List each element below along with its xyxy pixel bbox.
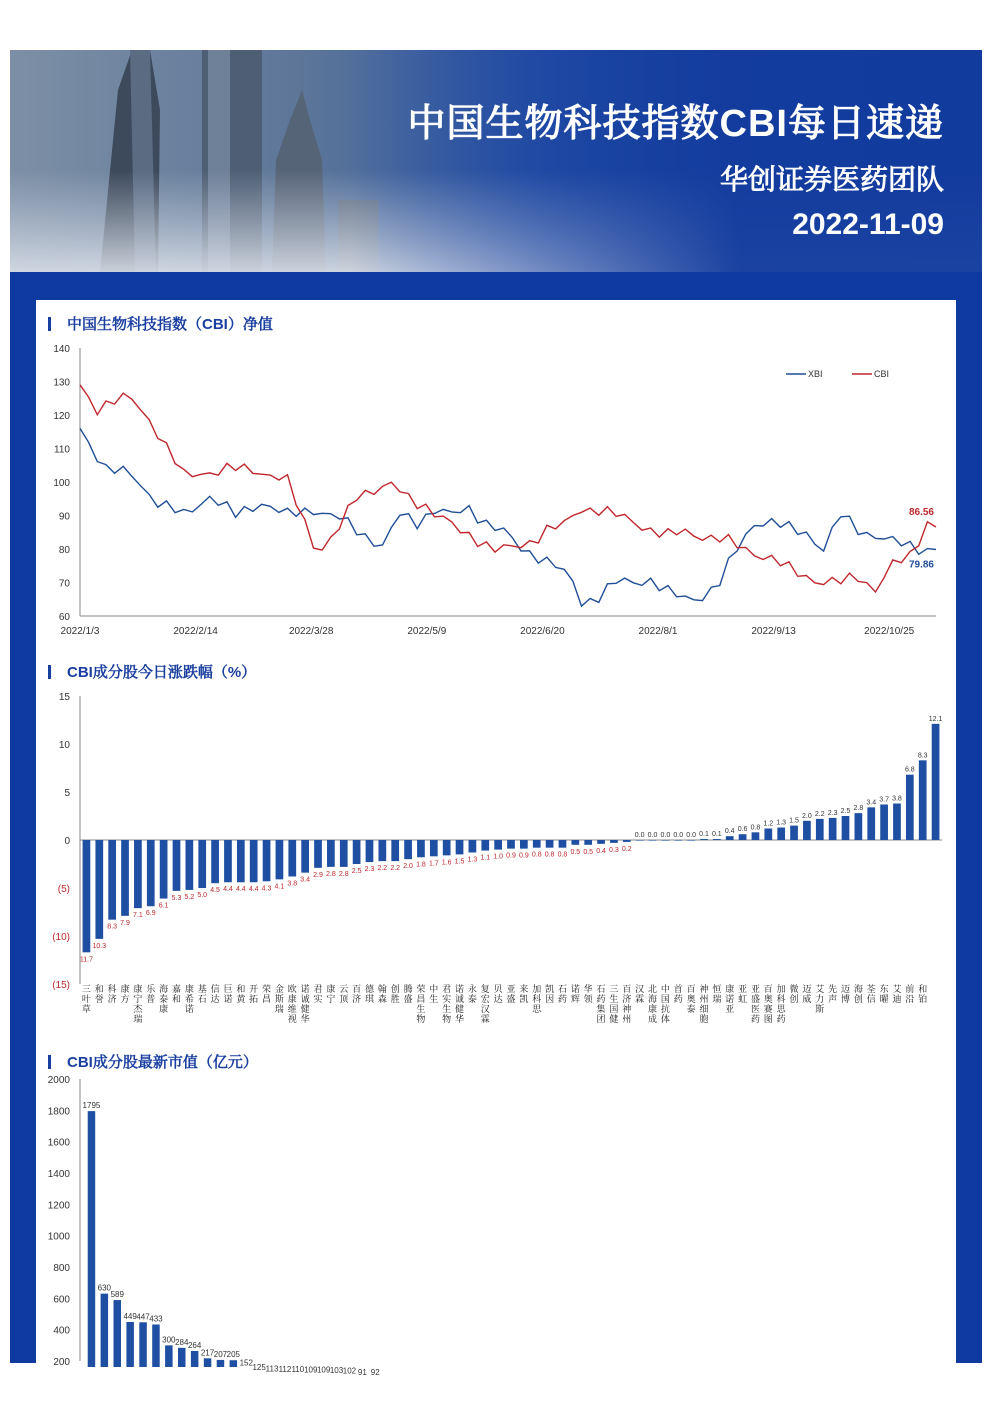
bar-19 xyxy=(327,840,335,867)
data-label: 0.0 xyxy=(660,832,671,839)
x-tick-label: 2022/2/14 xyxy=(173,626,218,637)
category-label: 首药 xyxy=(673,984,683,1004)
category-label: 康希诺 xyxy=(184,984,194,1014)
data-label: 92 xyxy=(370,1367,380,1377)
bar-33 xyxy=(507,840,515,849)
bar-28 xyxy=(443,840,451,855)
data-label: 1.7 xyxy=(428,860,439,868)
y-tick-label: 0 xyxy=(64,836,70,847)
bar-17 xyxy=(301,840,309,873)
data-label: 4.4 xyxy=(223,886,233,894)
category-label: 三生国健 xyxy=(609,984,619,1024)
x-tick-label: 2022/10/25 xyxy=(864,626,915,637)
data-label: 2.2 xyxy=(390,865,401,873)
category-label: 三叶草 xyxy=(81,984,91,1014)
series-line-cbi xyxy=(80,385,936,592)
data-label: 0.3 xyxy=(609,846,619,854)
category-label: 百济神州 xyxy=(622,984,632,1024)
category-label: 诺诚健华 xyxy=(300,984,310,1024)
data-label: 2.0 xyxy=(403,863,413,871)
bar-30 xyxy=(469,840,477,852)
bar-6 xyxy=(165,1345,173,1367)
category-label: 荃信 xyxy=(866,984,876,1004)
bar-15 xyxy=(276,840,284,879)
data-label: 0.0 xyxy=(673,832,684,839)
y-tick-label: 90 xyxy=(58,511,70,523)
bar-12 xyxy=(237,840,245,882)
x-tick-label: 2022/1/3 xyxy=(60,626,100,637)
data-label: 6.9 xyxy=(145,910,156,918)
data-label: 449 xyxy=(123,1311,137,1321)
bar-7 xyxy=(173,840,181,891)
y-tick-label: (15) xyxy=(52,980,70,991)
data-label: 207 xyxy=(213,1349,228,1359)
y-tick-label: (5) xyxy=(57,884,70,895)
category-label: 乐普 xyxy=(146,984,156,1004)
bar-58 xyxy=(829,818,837,840)
bar-38 xyxy=(571,840,579,845)
series-line-xbi xyxy=(80,428,936,606)
y-tick-label: 600 xyxy=(53,1294,70,1306)
data-label: 1.2 xyxy=(763,820,774,828)
data-label: 1.0 xyxy=(493,853,504,861)
bar-59 xyxy=(842,816,850,840)
bar-57 xyxy=(816,819,824,840)
category-label: 艾力斯 xyxy=(815,984,825,1014)
bar-7 xyxy=(178,1348,186,1367)
data-label: 300 xyxy=(162,1335,176,1345)
data-label: 0.1 xyxy=(711,831,722,839)
data-label: 205 xyxy=(226,1350,241,1360)
category-label: 荣昌生物 xyxy=(416,984,426,1024)
category-label: 海泰康 xyxy=(159,984,169,1014)
bar-9 xyxy=(198,840,206,888)
market-cap-bar-chart xyxy=(36,1067,956,1378)
bar-11 xyxy=(224,840,232,882)
category-label: 亚虹 xyxy=(738,984,748,1004)
data-label: 0.8 xyxy=(750,824,761,832)
data-label: 0.8 xyxy=(531,851,542,859)
category-label: 艾迪 xyxy=(892,984,902,1004)
bar-61 xyxy=(867,807,875,840)
bar-51 xyxy=(739,834,747,840)
category-label: 海创 xyxy=(853,984,863,1004)
bar-63 xyxy=(893,804,901,840)
legend-label-xbi: XBI xyxy=(808,369,823,379)
bar-47 xyxy=(687,840,695,841)
x-tick-label: 2022/8/1 xyxy=(638,626,678,637)
data-label: 12.1 xyxy=(928,715,943,723)
bar-42 xyxy=(623,840,631,842)
bar-43 xyxy=(636,840,644,841)
y-tick-label: 1000 xyxy=(47,1231,70,1243)
data-label: 1.5 xyxy=(789,817,799,825)
category-label: 德琪 xyxy=(364,984,374,1004)
bar-5 xyxy=(152,1324,160,1367)
bar-62 xyxy=(880,804,888,840)
category-label: 和黄 xyxy=(236,984,246,1004)
bar-2 xyxy=(114,1300,122,1367)
data-label: 2.3 xyxy=(364,866,375,874)
bar-29 xyxy=(456,840,464,854)
category-label: 科济 xyxy=(107,984,117,1004)
y-tick-label: 70 xyxy=(58,578,70,590)
category-label: 诺辉 xyxy=(570,984,580,1004)
bar-52 xyxy=(752,832,760,840)
data-label: 152 xyxy=(239,1358,253,1368)
data-label: 0.1 xyxy=(699,831,709,839)
category-label: 欧康维视 xyxy=(287,984,297,1024)
bar-8 xyxy=(191,1351,199,1367)
bar-2 xyxy=(108,840,116,920)
bar-8 xyxy=(185,840,193,890)
data-label: 0.4 xyxy=(724,828,735,836)
bar-24 xyxy=(391,840,399,861)
report-title: 中国生物科技指数CBI每日速递 xyxy=(407,103,944,145)
category-label: 君实 xyxy=(313,984,323,1004)
y-tick-label: 100 xyxy=(53,478,70,489)
category-label: 云顶 xyxy=(339,984,349,1004)
bar-44 xyxy=(649,840,657,841)
data-label: 3.8 xyxy=(287,880,298,888)
data-label: 91 xyxy=(357,1368,367,1378)
bar-34 xyxy=(520,840,528,849)
header-banner xyxy=(10,50,982,272)
data-label: 2.2 xyxy=(814,810,825,818)
data-label: 0.5 xyxy=(583,848,594,856)
data-label: 3.8 xyxy=(892,795,902,803)
category-label: 康宁 xyxy=(326,984,336,1004)
bar-4 xyxy=(134,840,142,908)
data-label: 1.6 xyxy=(441,859,452,867)
bar-6 xyxy=(160,840,168,899)
data-label: 6.8 xyxy=(904,766,915,774)
bar-60 xyxy=(855,813,863,840)
data-label: 6.1 xyxy=(158,902,169,910)
bar-45 xyxy=(662,840,670,841)
category-label: 信达 xyxy=(210,984,220,1004)
bar-4 xyxy=(139,1322,147,1367)
category-label: 加科思 xyxy=(532,984,542,1014)
y-tick-label: 120 xyxy=(53,411,70,422)
data-label: 2.2 xyxy=(377,865,388,873)
data-label: 2.3 xyxy=(827,809,838,817)
y-tick-label: 110 xyxy=(54,444,70,456)
bar-22 xyxy=(366,840,374,862)
bar-54 xyxy=(777,828,785,840)
data-label: 0.0 xyxy=(647,832,658,839)
data-label: 4.1 xyxy=(274,883,285,891)
bar-18 xyxy=(314,840,322,868)
bar-66 xyxy=(932,724,940,840)
bar-23 xyxy=(378,840,386,861)
bar-39 xyxy=(584,840,592,845)
category-label: 百奥泰 xyxy=(686,984,696,1014)
y-tick-label: 60 xyxy=(58,612,70,623)
bar-0 xyxy=(83,840,91,952)
category-label: 恒瑞 xyxy=(712,984,722,1004)
category-label: 来凯 xyxy=(519,984,529,1004)
data-label: 2.5 xyxy=(840,808,851,815)
data-label: 1.5 xyxy=(454,858,465,866)
bar-21 xyxy=(353,840,361,864)
category-label: 荣昌 xyxy=(262,984,272,1004)
bar-56 xyxy=(803,821,811,840)
team-name: 华创证券医药团队 xyxy=(719,164,944,195)
category-label: 亚盛 xyxy=(506,984,516,1004)
data-label: 0.5 xyxy=(570,848,581,856)
data-label: 2.8 xyxy=(326,870,336,878)
data-label: 0.2 xyxy=(621,845,632,853)
bar-9 xyxy=(204,1358,212,1367)
y-tick-label: 2000 xyxy=(47,1075,70,1086)
bar-49 xyxy=(713,839,721,840)
category-label: 复宏汉霖 xyxy=(480,984,490,1024)
data-label: 0.0 xyxy=(686,832,696,839)
bar-13 xyxy=(250,840,258,882)
bar-1 xyxy=(95,840,103,939)
data-label: 5.2 xyxy=(184,893,195,901)
category-label: 前沿 xyxy=(905,984,915,1004)
section-title-cbi-nav: 中国生物科技指数（CBI）净值 xyxy=(48,313,273,334)
bar-55 xyxy=(790,826,798,840)
y-tick-label: 140 xyxy=(53,344,70,355)
end-value-label-cbi: 86.56 xyxy=(908,507,934,519)
category-label: 百济 xyxy=(352,984,362,1004)
bar-11 xyxy=(230,1360,238,1367)
category-label: 巨诺 xyxy=(223,984,233,1004)
data-label: 0.6 xyxy=(737,826,748,834)
y-tick-label: 400 xyxy=(53,1325,70,1337)
bar-35 xyxy=(533,840,541,848)
data-label: 0.9 xyxy=(518,852,529,860)
daily-change-bar-chart xyxy=(36,682,956,1037)
data-label: 125 xyxy=(252,1362,266,1372)
data-label: 4.4 xyxy=(248,886,259,894)
category-label: 康诺亚 xyxy=(725,984,735,1014)
category-label: 翰森 xyxy=(377,984,387,1004)
x-tick-label: 2022/5/9 xyxy=(407,626,447,637)
y-tick-label: 10 xyxy=(58,740,70,751)
bar-36 xyxy=(546,840,554,848)
data-label: 1795 xyxy=(82,1101,101,1111)
bar-64 xyxy=(906,775,914,840)
data-label: 0.4 xyxy=(596,847,606,855)
category-label: 迈博 xyxy=(840,984,851,1004)
end-value-label-xbi: 79.86 xyxy=(908,559,934,571)
category-label: 和誉 xyxy=(94,984,104,1004)
category-label: 石药集团 xyxy=(596,984,606,1024)
data-label: 10.3 xyxy=(92,942,107,950)
bar-40 xyxy=(597,840,605,844)
x-tick-label: 2022/9/13 xyxy=(751,626,796,637)
data-label: 1.3 xyxy=(467,856,478,864)
y-tick-label: 130 xyxy=(53,377,70,389)
y-tick-label: 80 xyxy=(58,545,70,556)
y-tick-label: 1600 xyxy=(47,1137,70,1149)
category-label: 凯因 xyxy=(545,984,555,1004)
data-label: 5.0 xyxy=(197,892,208,899)
report-page xyxy=(10,50,982,1378)
category-label: 金斯瑞 xyxy=(274,984,284,1014)
bar-31 xyxy=(481,840,489,851)
data-label: 113 xyxy=(265,1364,279,1374)
y-tick-label: 800 xyxy=(53,1263,70,1274)
bar-25 xyxy=(404,840,412,859)
cbi-nav-line-chart xyxy=(36,336,956,671)
data-label: 264 xyxy=(187,1340,202,1350)
data-label: 589 xyxy=(110,1290,124,1300)
data-label: 3.4 xyxy=(866,799,877,807)
data-label: 3.4 xyxy=(300,876,311,884)
bar-32 xyxy=(494,840,502,850)
bar-0 xyxy=(88,1111,96,1367)
data-label: 0.9 xyxy=(506,852,516,860)
bar-37 xyxy=(559,840,567,848)
section-title-market-cap: CBI成分股最新市值（亿元） xyxy=(48,1051,258,1072)
bar-10 xyxy=(217,1360,225,1367)
x-tick-label: 2022/3/28 xyxy=(288,626,334,637)
section-title-daily-change: CBI成分股今日涨跌幅（%） xyxy=(48,661,256,682)
category-label: 开拓 xyxy=(249,984,259,1004)
bar-26 xyxy=(417,840,425,857)
bar-20 xyxy=(340,840,348,867)
legend-label-cbi: CBI xyxy=(874,369,890,379)
category-label: 微创 xyxy=(789,984,799,1004)
category-label: 康方 xyxy=(120,984,130,1004)
data-label: 102 xyxy=(342,1366,357,1376)
data-label: 0.0 xyxy=(634,832,645,839)
y-tick-label: 1400 xyxy=(47,1169,70,1180)
category-label: 诺诚健华 xyxy=(455,984,465,1024)
category-label: 君实生物 xyxy=(442,984,452,1024)
data-label: 0.8 xyxy=(557,851,568,859)
bar-10 xyxy=(211,840,219,883)
category-label: 汉霖 xyxy=(635,984,645,1004)
y-tick-label: 15 xyxy=(58,692,70,703)
data-label: 110 xyxy=(291,1365,305,1375)
category-label: 创胜 xyxy=(390,984,400,1004)
data-label: 2.8 xyxy=(853,805,864,813)
data-label: 2.9 xyxy=(313,871,323,879)
data-label: 2.8 xyxy=(338,870,349,878)
data-label: 8.3 xyxy=(917,752,928,760)
category-label: 永泰 xyxy=(467,984,477,1004)
bar-48 xyxy=(700,839,708,840)
category-label: 腾盛 xyxy=(403,984,413,1004)
data-label: 1.1 xyxy=(480,854,491,862)
category-label: 东曜 xyxy=(879,984,889,1004)
bar-27 xyxy=(430,840,438,856)
data-label: 4.3 xyxy=(261,885,272,893)
bar-46 xyxy=(674,840,682,841)
category-label: 中国抗体 xyxy=(660,984,670,1024)
data-label: 5.3 xyxy=(171,894,182,902)
bar-3 xyxy=(121,840,129,916)
category-label: 石药 xyxy=(557,984,567,1004)
y-tick-label: 5 xyxy=(64,788,70,799)
bar-3 xyxy=(126,1322,133,1367)
data-label: 3.7 xyxy=(879,796,889,804)
data-label: 103 xyxy=(329,1366,344,1376)
category-label: 北海康成 xyxy=(648,984,658,1024)
data-label: 109 xyxy=(304,1365,318,1375)
bar-53 xyxy=(764,828,772,840)
bar-41 xyxy=(610,840,618,843)
data-label: 2.0 xyxy=(802,812,812,820)
y-tick-label: 1800 xyxy=(47,1106,70,1118)
category-label: 神州细胞 xyxy=(699,984,709,1024)
y-tick-label: 200 xyxy=(53,1357,70,1368)
bar-5 xyxy=(147,840,155,906)
bar-1 xyxy=(101,1294,109,1367)
category-label: 加科思药 xyxy=(776,984,786,1024)
bar-14 xyxy=(263,840,271,881)
data-label: 433 xyxy=(149,1314,163,1324)
data-label: 630 xyxy=(97,1283,112,1293)
data-label: 1.8 xyxy=(416,861,426,869)
category-label: 嘉和 xyxy=(171,984,182,1004)
data-label: 284 xyxy=(175,1337,189,1347)
data-label: 217 xyxy=(200,1348,215,1358)
x-tick-label: 2022/6/20 xyxy=(520,626,565,637)
report-date: 2022-11-09 xyxy=(792,208,944,241)
bar-16 xyxy=(288,840,296,876)
category-label: 康宁杰瑞 xyxy=(133,984,143,1024)
content-panel xyxy=(36,300,956,1378)
data-label: 11.7 xyxy=(79,956,93,964)
data-label: 0.8 xyxy=(544,851,555,859)
data-label: 7.1 xyxy=(133,912,143,920)
data-label: 447 xyxy=(136,1312,150,1322)
y-tick-label: 1200 xyxy=(47,1200,70,1212)
category-label: 亚盛医药 xyxy=(750,984,760,1024)
category-label: 百奥赛图 xyxy=(763,984,773,1024)
data-label: 109 xyxy=(316,1365,331,1375)
data-label: 2.5 xyxy=(351,868,362,875)
data-label: 112 xyxy=(278,1364,292,1374)
data-label: 7.9 xyxy=(120,919,130,927)
bar-50 xyxy=(726,836,734,840)
data-label: 4.5 xyxy=(210,887,220,895)
category-label: 华领 xyxy=(583,984,593,1004)
category-label: 迈威 xyxy=(802,984,812,1004)
category-label: 贝达 xyxy=(493,984,503,1004)
category-label: 基石 xyxy=(197,984,207,1004)
category-label: 先声 xyxy=(828,984,838,1004)
category-label: 中生 xyxy=(429,984,439,1004)
data-label: 4.4 xyxy=(235,886,246,894)
y-tick-label: (10) xyxy=(52,932,70,943)
data-label: 1.3 xyxy=(776,819,787,827)
bar-65 xyxy=(919,760,927,840)
data-label: 8.3 xyxy=(107,923,118,931)
category-label: 和铂 xyxy=(918,984,928,1004)
